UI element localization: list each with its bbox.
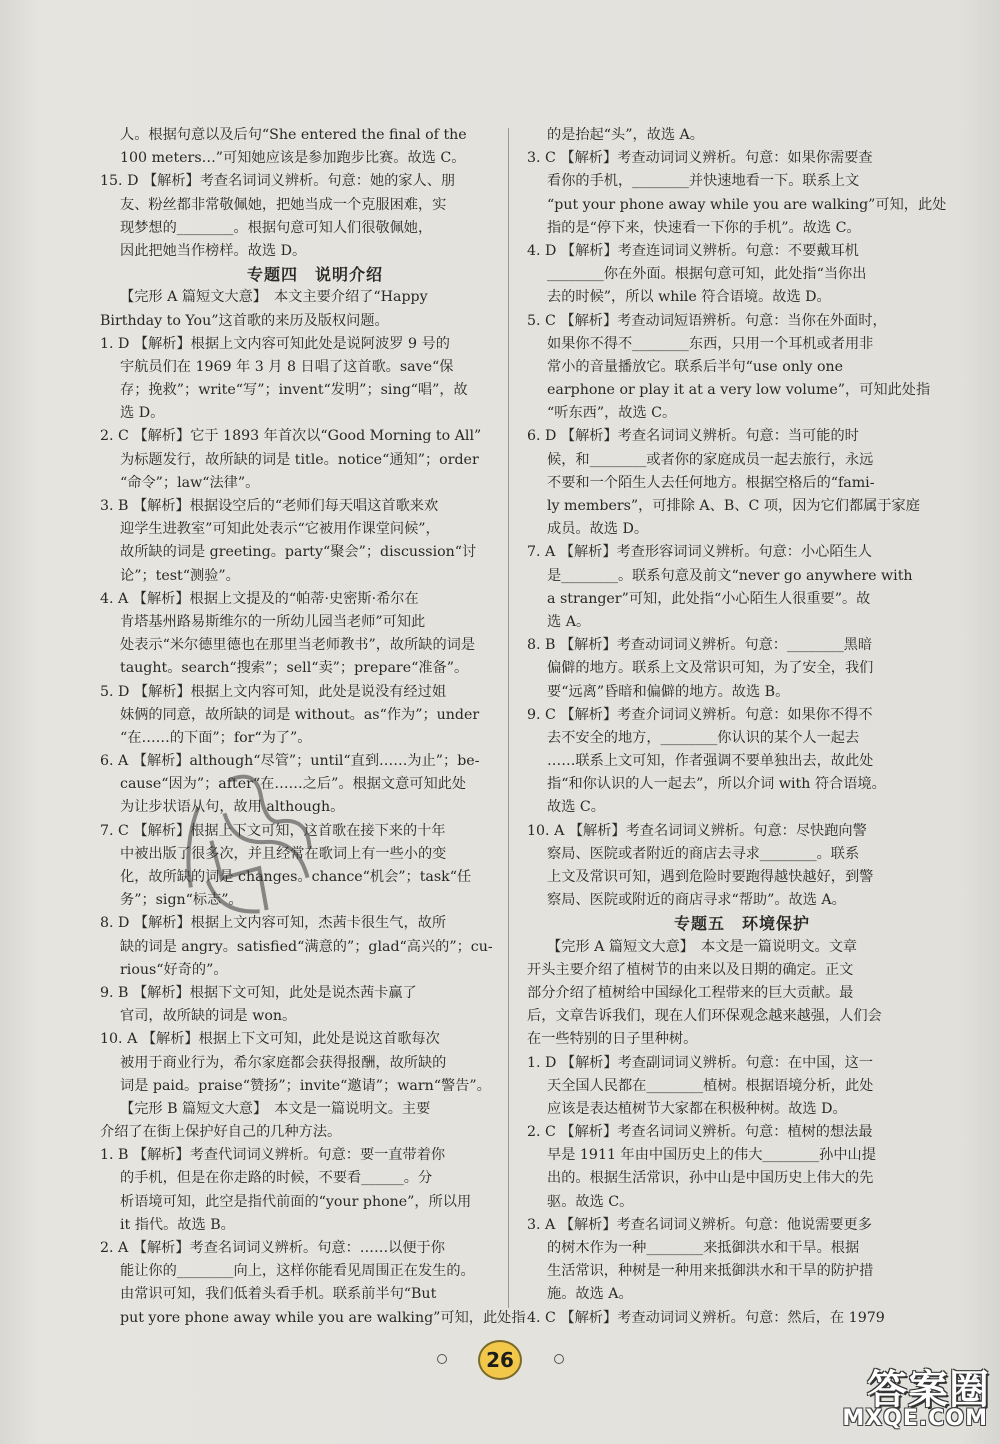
text-line: 为让步状语从句，故用 although。 <box>120 799 345 816</box>
text-line: 9. B 【解析】根据下文可知，此处是说杰茜卡赢了 <box>100 984 417 1001</box>
text-line: 存；挽救”；write“写”；invent“发明”；sing“唱”，故 <box>120 382 468 399</box>
text-line: 生活常识，种树是一种用来抵御洪水和干旱的防护措 <box>547 1263 874 1280</box>
text-line: 的手机，但是在你走路的时候，不要看______。分 <box>120 1170 433 1187</box>
text-line: 4. A 【解析】根据上文提及的“帕蒂·史密斯·希尔在 <box>100 590 419 607</box>
text-line: 6. A 【解析】although“尽管”；until“直到……为止”；be- <box>100 753 480 770</box>
text-line: 现梦想的________。根据句意可知人们很敬佩她， <box>120 219 433 236</box>
text-line: 指的是“停下来，快速看一下你的手机”。故选 C。 <box>547 219 861 236</box>
text-line: 被用于商业行为，希尔家庭都会获得报酬，故所缺的 <box>120 1054 447 1071</box>
text-line: it 指代。故选 B。 <box>120 1216 235 1233</box>
page-number: 26 <box>478 1340 522 1380</box>
text-line: 妹俩的同意，故所缺的词是 without。as“作为”；under <box>120 706 480 723</box>
text-line: 由常识可知，我们低着头看手机。联系前半句“But <box>120 1286 437 1303</box>
text-line: 施。故选 A。 <box>547 1286 633 1303</box>
text-line: 3. B 【解析】根据设空后的“老师们每天唱这首歌来欢 <box>100 498 439 514</box>
text-line: 宇航员们在 1969 年 3 月 8 日唱了这首歌。save“保 <box>120 358 454 375</box>
text-line: 人。根据句意以及后句“She entered the final of the <box>120 127 467 143</box>
text-line: 7. A 【解析】考查形容词词义辨析。句意：小心陌生人 <box>527 544 872 561</box>
right-column <box>527 124 957 1330</box>
text-line: 3. C 【解析】考查动词词义辨析。句意：如果你需要查 <box>527 150 873 167</box>
text-line: 5. D 【解析】根据上文内容可知，此处是说没有经过姐 <box>100 683 447 700</box>
text-line: 【完形 A 篇短文大意】 本文主要介绍了“Happy <box>120 289 428 306</box>
text-line: 成员。故选 D。 <box>547 521 649 538</box>
text-line: 看你的手机，________并快速地看一下。联系上文 <box>547 173 860 190</box>
text-line: cause“因为”；after“在……之后”。根据文意可知此处 <box>120 776 467 793</box>
text-line: 中被出版了很多次，并且经常在歌词上有一些小的变 <box>120 845 447 862</box>
text-line: 肯塔基州路易斯维尔的一所幼儿园当老师”可知此 <box>120 613 426 630</box>
text-line: ly members”，可排除 A、B、C 项，因为它们都属于家庭 <box>547 498 920 514</box>
text-line: 早是 1911 年由中国历史上的伟大________孙中山提 <box>547 1147 876 1164</box>
text-line: 偏僻的地方。联系上文及常识可知，为了安全，我们 <box>547 660 874 677</box>
text-line: 去不安全的地方，________你认识的某个人一起去 <box>547 729 860 746</box>
text-line: 后，文章告诉我们，现在人们环保观念越来越强，人们会 <box>527 1008 882 1025</box>
text-line: “命令”；law“法律”。 <box>120 474 260 491</box>
text-line: 天全国人民都在________植树。根据语境分析，此处 <box>547 1077 874 1094</box>
text-line: 选 A。 <box>547 613 591 630</box>
footer-dot-left-icon <box>437 1354 447 1364</box>
text-line: 1. D 【解析】考查副词词义辨析。句意：在中国，这一 <box>527 1054 874 1071</box>
text-line: 开头主要介绍了植树节的由来以及日期的确定。正文 <box>527 961 854 978</box>
text-line: taught。search“搜索”；sell“卖”；prepare“准备”。 <box>120 660 469 677</box>
watermark-logo: 答案圈 <box>867 1367 990 1413</box>
text-line: 【完形 A 篇短文大意】 本文是一篇说明文。文章 <box>547 938 858 955</box>
text-line: 驱。故选 C。 <box>547 1193 634 1210</box>
text-line: 的是抬起“头”，故选 A。 <box>547 127 704 143</box>
footer-dot-right-icon <box>554 1354 564 1364</box>
text-line: 100 meters…”可知她应该是参加跑步比赛。故选 C。 <box>120 150 466 167</box>
text-line: 迎学生进教室”可知此处表示“它被用作课堂问候”， <box>120 521 440 538</box>
text-line: earphone or play it at a very low volume”，可知此处指 <box>547 382 931 399</box>
text-line: 官司，故所缺的词是 won。 <box>120 1008 297 1025</box>
text-line: 因此把她当作榜样。故选 D。 <box>120 242 307 259</box>
text-line: 9. C 【解析】考查介词词义辨析。句意：如果你不得不 <box>527 706 873 723</box>
text-line: 应该是表达植树节大家都在积极种树。故选 D。 <box>547 1100 847 1117</box>
text-line: 上文及常识可知，遇到危险时要跑得越快越好，到警 <box>547 869 874 885</box>
text-line: 故选 C。 <box>547 799 605 816</box>
text-line: 为标题发行，故所缺的词是 title。notice“通知”；order <box>120 451 479 468</box>
text-line: ________你在外面。根据句意可知，此处指“当你出 <box>547 266 867 283</box>
text-line: 8. D 【解析】根据上文内容可知，杰茜卡很生气，故所 <box>100 915 447 932</box>
text-line: 7. C 【解析】根据上下文可知，这首歌在接下来的十年 <box>100 822 446 839</box>
text-line: 8. B 【解析】考查动词词义辨析。句意：________黑暗 <box>527 637 873 654</box>
text-line: 析语境可知，此空是指代前面的“your phone”，所以用 <box>120 1193 472 1210</box>
text-line: 常小的音量播放它。联系后半句“use only one <box>547 358 844 375</box>
text-line: “在……的下面”；for“为了”。 <box>120 729 312 746</box>
text-line: 如果你不得不________东西，只用一个耳机或者用非 <box>547 335 874 352</box>
publisher-seal-stamp-icon <box>150 745 380 975</box>
text-line: 友、粉丝都非常敬佩她，把她当成一个克服困难，实 <box>120 196 447 213</box>
text-line: “听东西”，故选 C。 <box>547 405 677 422</box>
text-line: 6. D 【解析】考查名词词义辨析。句意：当可能的时 <box>527 428 859 445</box>
text-line: 察局、医院或者附近的商店去寻求________。联系 <box>547 845 860 862</box>
text-line: 4. D 【解析】考查连词词义辨析。句意：不要戴耳机 <box>527 242 859 259</box>
watermark-url: MXQE.COM <box>842 1406 988 1431</box>
text-line: 部分介绍了植树给中国绿化工程带来的巨大贡献。最 <box>527 984 854 1001</box>
text-line: Birthday to You”这首歌的来历及版权问题。 <box>100 312 389 329</box>
text-line: 能让你的________向上，这样你能看见周围正在发生的。 <box>120 1263 475 1280</box>
text-line: 词是 paid。praise“赞扬”；invite“邀请”；warn“警告”。 <box>120 1077 491 1094</box>
text-line: 缺的词是 angry。satisfied“满意的”；glad“高兴的”；cu- <box>120 938 493 955</box>
text-line: “put your phone away while you are walking”可知，此处 <box>547 196 947 213</box>
text-line: 是________。联系句意及前文“never go anywhere with <box>547 567 913 584</box>
text-line: 的树木作为一种________来抵御洪水和干旱。根据 <box>547 1240 860 1256</box>
text-line: 出的。根据生活常识，孙中山是中国历史上伟大的先 <box>547 1170 874 1187</box>
text-line: 2. C 【解析】它于 1893 年首次以“Good Morning to All” <box>100 428 482 445</box>
text-line: 去的时候”，所以 while 符合语境。故选 D。 <box>547 289 831 306</box>
text-line: 2. C 【解析】考查名词词义辨析。句意：植树的想法最 <box>527 1124 873 1141</box>
text-line: 1. B 【解析】考查代词词义辨析。句意：要一直带着你 <box>100 1147 446 1164</box>
section-heading: 专题四 说明介绍 <box>246 265 383 285</box>
text-line: 2. A 【解析】考查名词词义辨析。句意：……以便于你 <box>100 1240 445 1256</box>
text-line: 1. D 【解析】根据上文内容可知此处是说阿波罗 9 号的 <box>100 335 450 352</box>
text-line: rious“好奇的”。 <box>120 961 228 978</box>
section-heading: 专题五 环境保护 <box>673 914 810 934</box>
text-line: 不要和一个陌生人去任何地方。根据空格后的“fami- <box>547 474 875 491</box>
text-line: 指“和你认识的人一起去”，所以介词 with 符合语境。 <box>547 776 886 793</box>
text-line: a stranger”可知，此处指“小心陌生人很重要”。故 <box>547 590 871 607</box>
text-line: 化，故所缺的词是 changes。chance“机会”；task“任 <box>120 869 472 885</box>
site-watermark <box>792 1358 992 1438</box>
text-line: 5. C 【解析】考查动词短语辨析。句意：当你在外面时， <box>527 312 887 329</box>
text-line: 3. A 【解析】考查名词词义辨析。句意：他说需要更多 <box>527 1216 872 1233</box>
text-line: 察局、医院或附近的商店寻求“帮助”。故选 A。 <box>547 892 846 909</box>
text-line: 在一些特别的日子里种树。 <box>527 1031 698 1048</box>
text-line: 候，和________或者你的家庭成员一起去旅行，永远 <box>547 451 874 468</box>
text-line: 10. A 【解析】考查名词词义辨析。句意：尽快跑向警 <box>527 822 867 839</box>
left-column <box>100 124 530 1330</box>
text-line: 4. C 【解析】考查动词词义辨析。句意：然后，在 1979 <box>527 1309 885 1326</box>
text-line: 【完形 B 篇短文大意】 本文是一篇说明文。主要 <box>120 1100 431 1117</box>
text-line: 选 D。 <box>120 405 165 422</box>
text-line: 15. D 【解析】考查名词词义辨析。句意：她的家人、朋 <box>100 173 456 190</box>
text-line: put yore phone away while you are walking”可知，此处指 <box>120 1309 526 1326</box>
text-line: 故所缺的词是 greeting。party“聚会”；discussion“讨 <box>120 544 477 561</box>
text-line: 10. A 【解析】根据上下文可知，此处是说这首歌每次 <box>100 1031 440 1048</box>
text-line: 处表示“米尔德里德也在那里当老师教书”，故所缺的词是 <box>120 637 476 654</box>
column-divider <box>508 128 509 1308</box>
text-line: 要“远离”昏暗和偏僻的地方。故选 B。 <box>547 683 790 700</box>
text-line: 论”；test“测验”。 <box>120 567 240 584</box>
text-line: 务”；sign“标志”。 <box>120 892 243 909</box>
text-line: 介绍了在街上保护好自己的几种方法。 <box>100 1124 342 1141</box>
text-line: ……联系上文可知，作者强调不要单独出去，故此处 <box>547 753 874 770</box>
